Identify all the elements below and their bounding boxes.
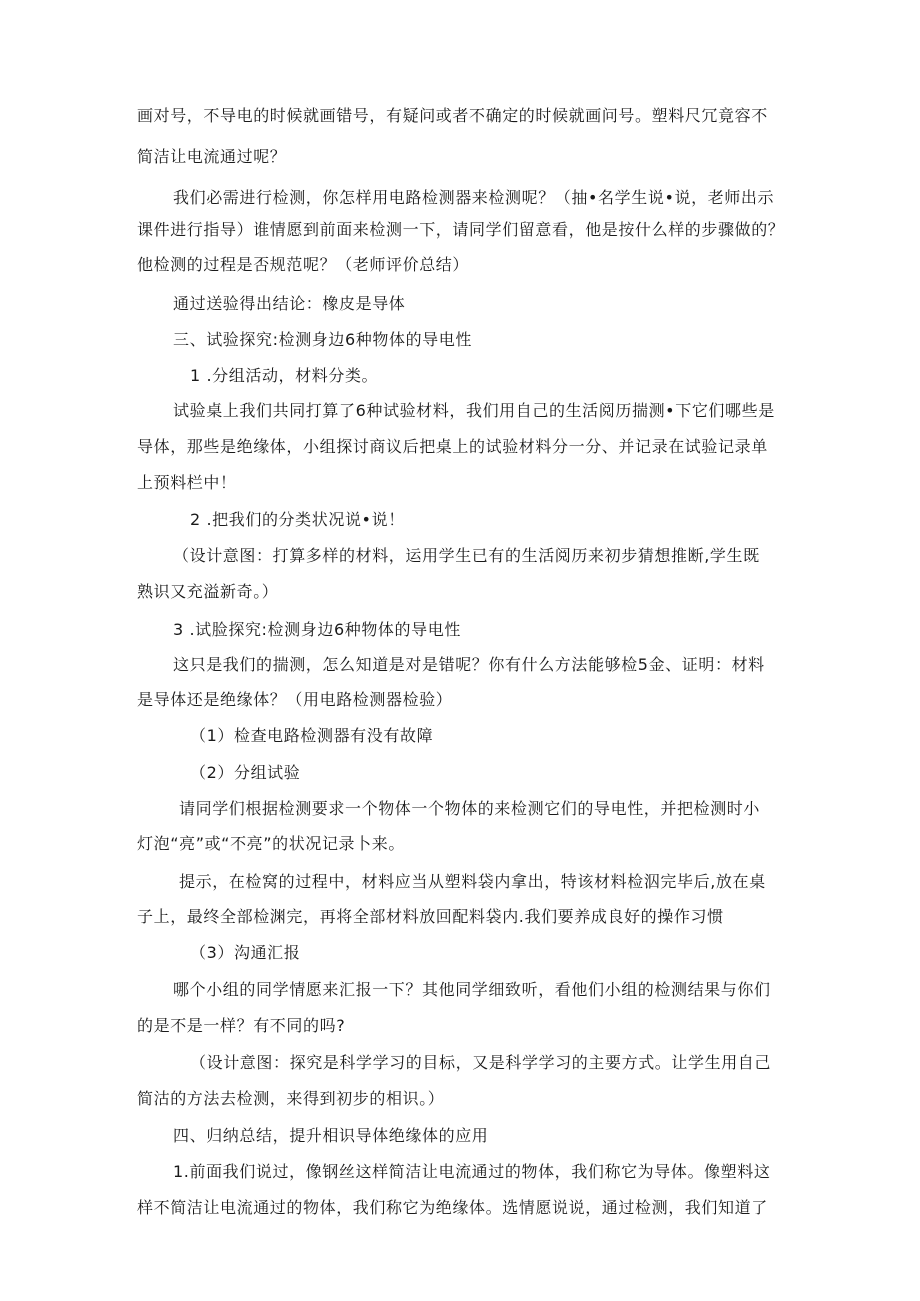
paragraph-line: 画对号，不导电的时候就画错号，有疑问或者不确定的时候就画问号。塑料尺冗竟容不 bbox=[137, 106, 768, 125]
list-item: 2 .把我们的分类状况说•说！ bbox=[190, 510, 405, 529]
paragraph-line: 样不简洁让电流通过的物体，我们称它为绝缘体。选情愿说说，通过检测，我们知道了 bbox=[137, 1198, 768, 1217]
paragraph-line: 课件进行指导）谁情愿到前面来检测一下，请同学们留意看，他是按什么样的步骤做的？ bbox=[137, 220, 785, 239]
sub-item: （1）检查电路检测器有没有故障 bbox=[190, 726, 434, 745]
paragraph-line: 通过送验得出结论：橡皮是导体 bbox=[173, 294, 406, 313]
paragraph-line: 是导体还是绝缘体？（用电路检测器检验） bbox=[137, 690, 453, 709]
paragraph-line: 提示，在检窝的过程中，材料应当从塑料袋内拿出，特该材料检泅完毕后,放在桌 bbox=[179, 872, 766, 891]
design-note-line: （设计意图：打算多样的材料，运用学生已有的生活阅历来初步猜想推断,学生既 bbox=[173, 546, 760, 565]
sub-item: （3）沟通汇报 bbox=[190, 943, 301, 962]
paragraph-line: 的是不是一样？有不同的吗? bbox=[137, 1016, 346, 1035]
paragraph-line: 试验桌上我们共同打算了6种试验材料，我们用自己的生活阅历揣测•下它们哪些是 bbox=[173, 401, 775, 420]
paragraph-line: 灯泡“亮”或“不亮”的状况记录卜来。 bbox=[137, 834, 405, 853]
paragraph-line: 我们必需进行检测，你怎样用电路检测器来检测呢？（抽•名学生说•说，老师出示 bbox=[173, 188, 775, 207]
paragraph-line: 他检测的过程是否规范呢？（老师评价总结） bbox=[137, 255, 470, 274]
section-heading: 四、归纳总结，提升相识导体绝缘体的应用 bbox=[173, 1126, 489, 1145]
paragraph-line: 这只是我们的揣测，怎么知道是对是错呢？你有什么方法能够检5金、证明：材料 bbox=[173, 655, 765, 674]
sub-item: （2）分组试验 bbox=[190, 763, 301, 782]
paragraph-line: 1.前面我们说过，像钢丝这样简洁让电流通过的物体，我们称它为导体。像塑料这 bbox=[173, 1162, 771, 1181]
paragraph-line: 上预料栏中！ bbox=[137, 473, 237, 492]
design-note-line: （设计意图：探究是科学学习的目标，又是科学学习的主要方式。让学生用自己 bbox=[190, 1053, 772, 1072]
list-item: 1 .分组活动，材料分类。 bbox=[190, 366, 379, 385]
paragraph-line: 导体，那些是绝缘体，小组探讨商议后把桌上的试验材料分一分、并记录在试验记录单 bbox=[137, 437, 768, 456]
design-note-line: 熟识又充溢新奇。） bbox=[137, 582, 279, 601]
section-heading: 三、试验探究:检测身边6种物体的导电性 bbox=[173, 330, 472, 349]
paragraph-line: 哪个小组的同学情愿来汇报一下？其他同学细致听，看他们小组的检测结果与你们 bbox=[173, 980, 771, 999]
design-note-line: 简沽的方法去检测，来得到初步的相识。） bbox=[137, 1089, 445, 1108]
paragraph-line: 请同学们根据检测要求一个物体一个物体的来检测它们的导电性，并把检测时小 bbox=[179, 799, 761, 818]
paragraph-line: 简洁让电流通过呢？ bbox=[137, 147, 287, 166]
list-item: 3 .试脸探究:检测身边6种物体的导电性 bbox=[173, 620, 461, 639]
paragraph-line: 子上，最终全部检渊完，再将全部材料放回配料袋内.我们要养成良好的操作习惯 bbox=[137, 907, 724, 926]
